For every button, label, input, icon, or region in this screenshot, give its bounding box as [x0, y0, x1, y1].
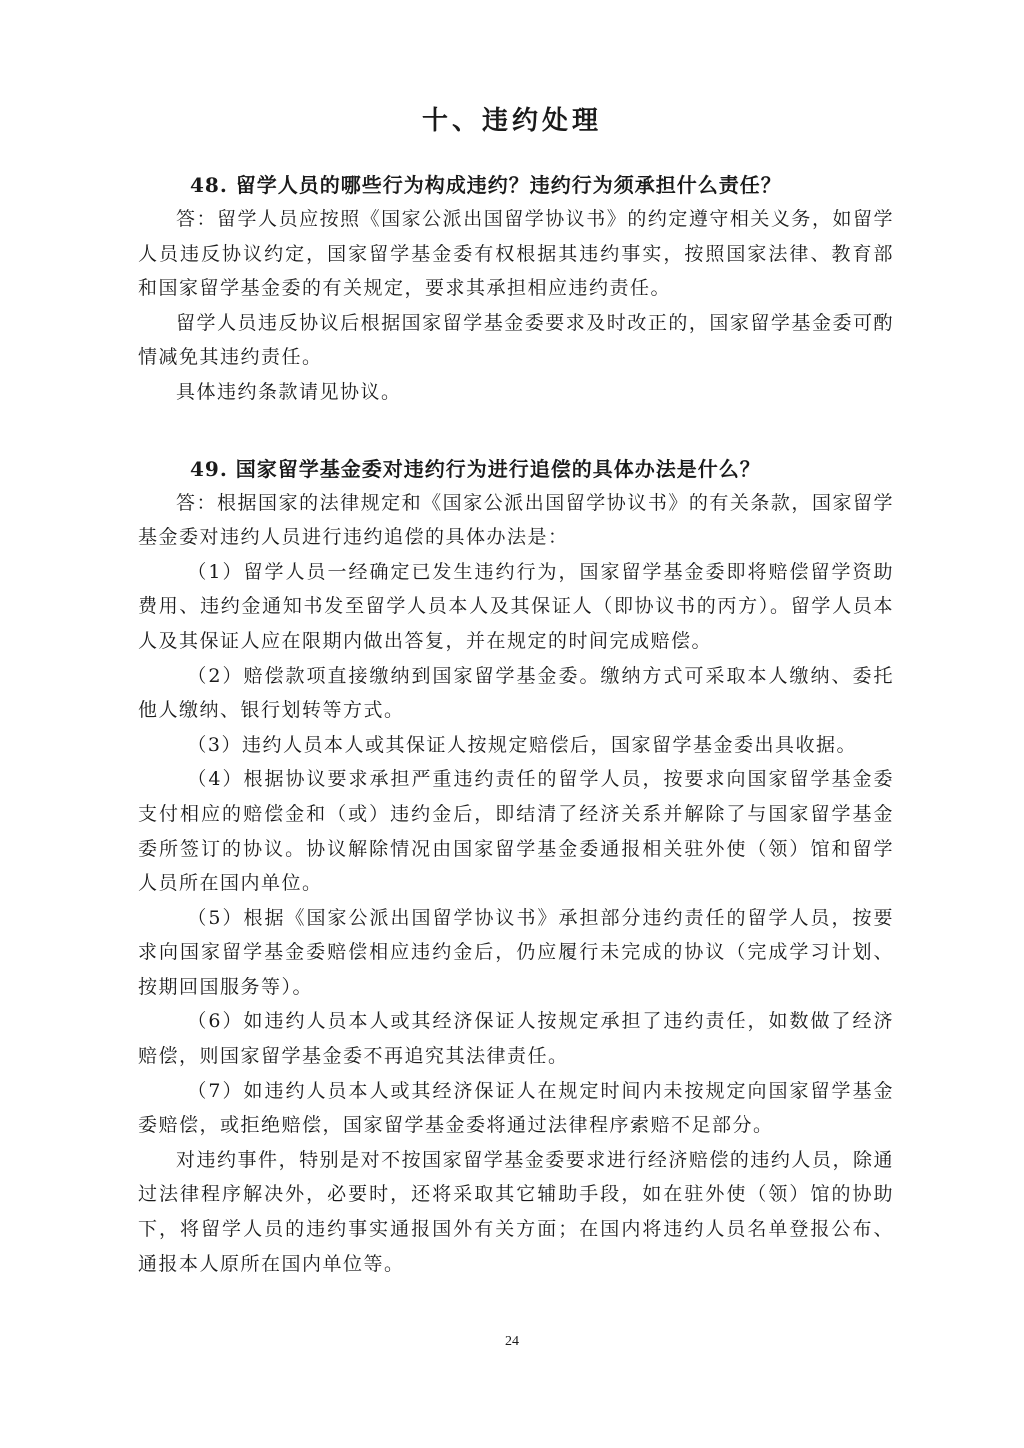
section-spacer — [138, 410, 894, 452]
answer-49-item: （2）赔偿款项直接缴纳到国家留学基金委。缴纳方式可采取本人缴纳、委托他人缴纳、银行划转等方式。 — [138, 664, 894, 722]
question-49-heading: 49. 国家留学基金委对违约行为进行追偿的具体办法是什么？ — [190, 456, 761, 481]
answer-49-item: （7）如违约人员本人或其经济保证人在规定时间内未按规定向国家留学基金委赔偿，或拒绝赔偿，国家留学基金委将通过法律程序索赔不足部分。 — [138, 1079, 894, 1137]
document-body — [138, 168, 894, 1281]
section-title: 十、违约处理 — [421, 106, 602, 136]
answer-48-paragraph: 留学人员违反协议后根据国家留学基金委要求及时改正的，国家留学基金委可酌情减免其违约责任。 — [138, 311, 894, 369]
answer-49-item: （5）根据《国家公派出国留学协议书》承担部分违约责任的留学人员，按要求向国家留学基金委赔偿相应违约金后，仍应履行未完成的协议（完成学习计划、按期回国服务等）。 — [138, 906, 894, 998]
answer-48-paragraph: 具体违约条款请见协议。 — [176, 380, 402, 403]
answer-49-item: （4）根据协议要求承担严重违约责任的留学人员，按要求向国家留学基金委支付相应的赔偿金和（或）违约金后，即结清了经济关系并解除了与国家留学基金委所签订的协议。协议解除情况由国家留学基金委通报相关驻外使（领）馆和留学人员所在国内单位。 — [138, 768, 894, 895]
answer-49-paragraph: 答：根据国家的法律规定和《国家公派出国留学协议书》的有关条款，国家留学基金委对违约人员进行违约追偿的具体办法是： — [138, 491, 894, 549]
answer-48-paragraph: 答：留学人员应按照《国家公派出国留学协议书》的约定遵守相关义务，如留学人员违反协议约定，国家留学基金委有权根据其违约事实，按照国家法律、教育部和国家留学基金委的有关规定，要求其承担相应违约责任。 — [138, 208, 894, 300]
answer-49-item: （6）如违约人员本人或其经济保证人按规定承担了违约责任，如数做了经济赔偿，则国家留学基金委不再追究其法律责任。 — [138, 1010, 894, 1068]
page-number: 24 — [505, 1334, 519, 1349]
answer-49-item: （1）留学人员一经确定已发生违约行为，国家留学基金委即将赔偿留学资助费用、违约金通知书发至留学人员本人及其保证人（即协议书的丙方）。留学人员本人及其保证人应在限期内做出答复，并在规定的时间完成赔偿。 — [138, 560, 894, 652]
answer-49-paragraph: 对违约事件，特别是对不按国家留学基金委要求进行经济赔偿的违约人员，除通过法律程序解决外，必要时，还将采取其它辅助手段，如在驻外使（领）馆的协助下，将留学人员的违约事实通报国外有关方面；在国内将违约人员名单登报公布、通报本人原所在国内单位等。 — [138, 1148, 894, 1275]
question-48-heading: 48. 留学人员的哪些行为构成违约？违约行为须承担什么责任？ — [190, 173, 782, 197]
answer-49-item: （3）违约人员本人或其保证人按规定赔偿后，国家留学基金委出具收据。 — [187, 733, 857, 756]
